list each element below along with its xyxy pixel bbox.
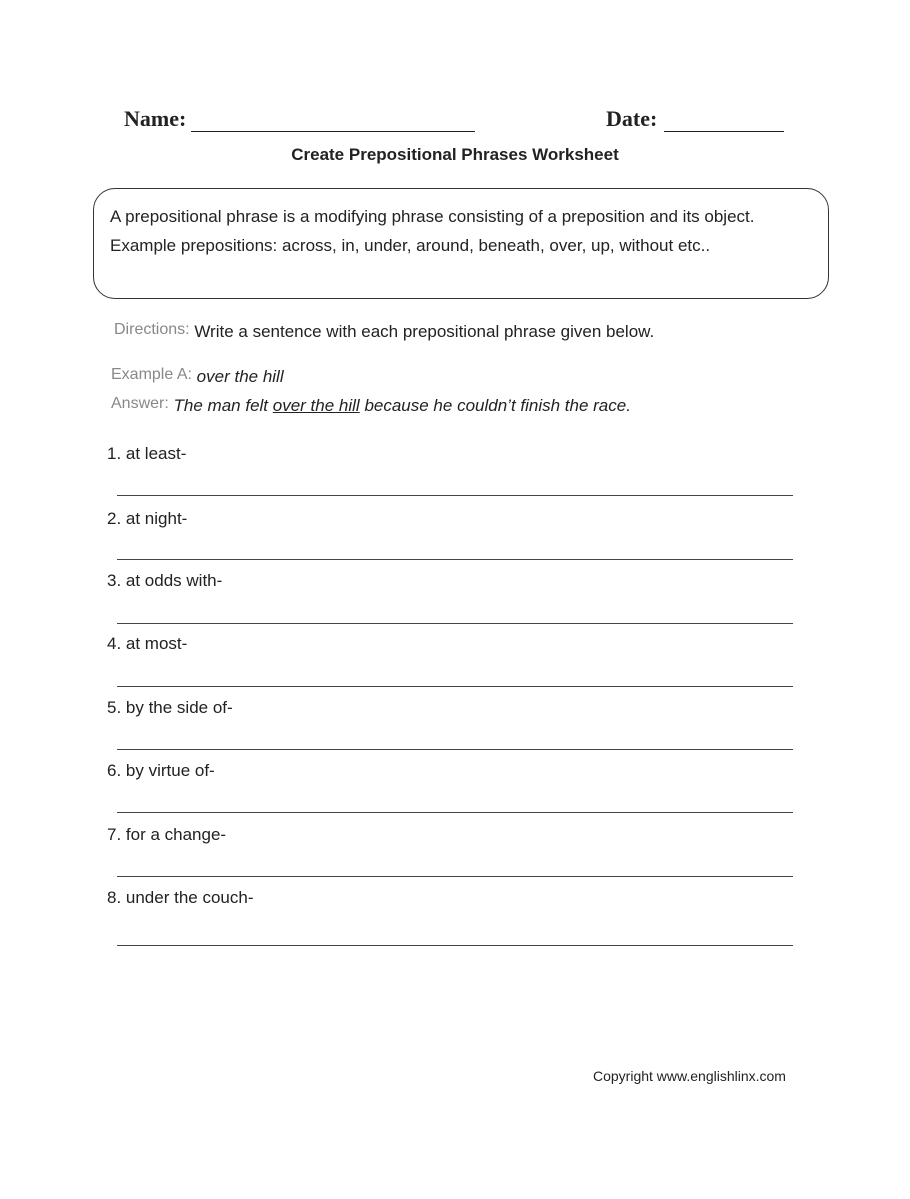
answer-line-4[interactable] [117,686,793,687]
info-definition: A prepositional phrase is a modifying phrase consisting of a preposition and its object. [110,207,755,226]
name-label: Name: [124,106,187,131]
item-2: 2. at night- [107,509,188,528]
answer-line-6[interactable] [117,812,793,813]
answer-line-1[interactable] [117,495,793,496]
answer-line-5[interactable] [117,749,793,750]
item-8: 8. under the couch- [107,888,254,907]
item-5: 5. by the side of- [107,698,233,717]
copyright: Copyright www.englishlinx.com [593,1068,786,1084]
directions-text: Write a sentence with each prepositional phrase given below. [194,322,655,341]
answer-line-3[interactable] [117,623,793,624]
example-row [111,367,284,387]
info-box [93,188,829,299]
item-7: 7. for a change- [107,825,227,844]
info-examples: Example prepositions: across, in, under, around, beneath, over, up, without etc.. [110,236,711,255]
item-6: 6. by virtue of- [107,761,215,780]
answer-before: The man felt [173,396,269,415]
date-label: Date: [606,106,658,131]
item-4: 4. at most- [107,634,188,653]
answer-line-7[interactable] [117,876,793,877]
date-field[interactable] [664,131,784,132]
answer-after: because he couldn’t finish the race. [364,396,631,415]
example-phrase: over the hill [196,367,284,386]
answer-line-8[interactable] [117,945,793,946]
answer-line-2[interactable] [117,559,793,560]
name-field[interactable] [191,131,475,132]
directions-label: Directions: [114,321,190,338]
item-1: 1. at least- [107,444,187,463]
answer-phrase: over the hill [272,396,360,415]
example-label: Example A: [111,366,192,383]
item-3: 3. at odds with- [107,571,223,590]
answer-row [111,396,631,416]
directions [114,322,654,342]
worksheet-title: Create Prepositional Phrases Worksheet [291,145,619,164]
answer-label: Answer: [111,395,169,412]
